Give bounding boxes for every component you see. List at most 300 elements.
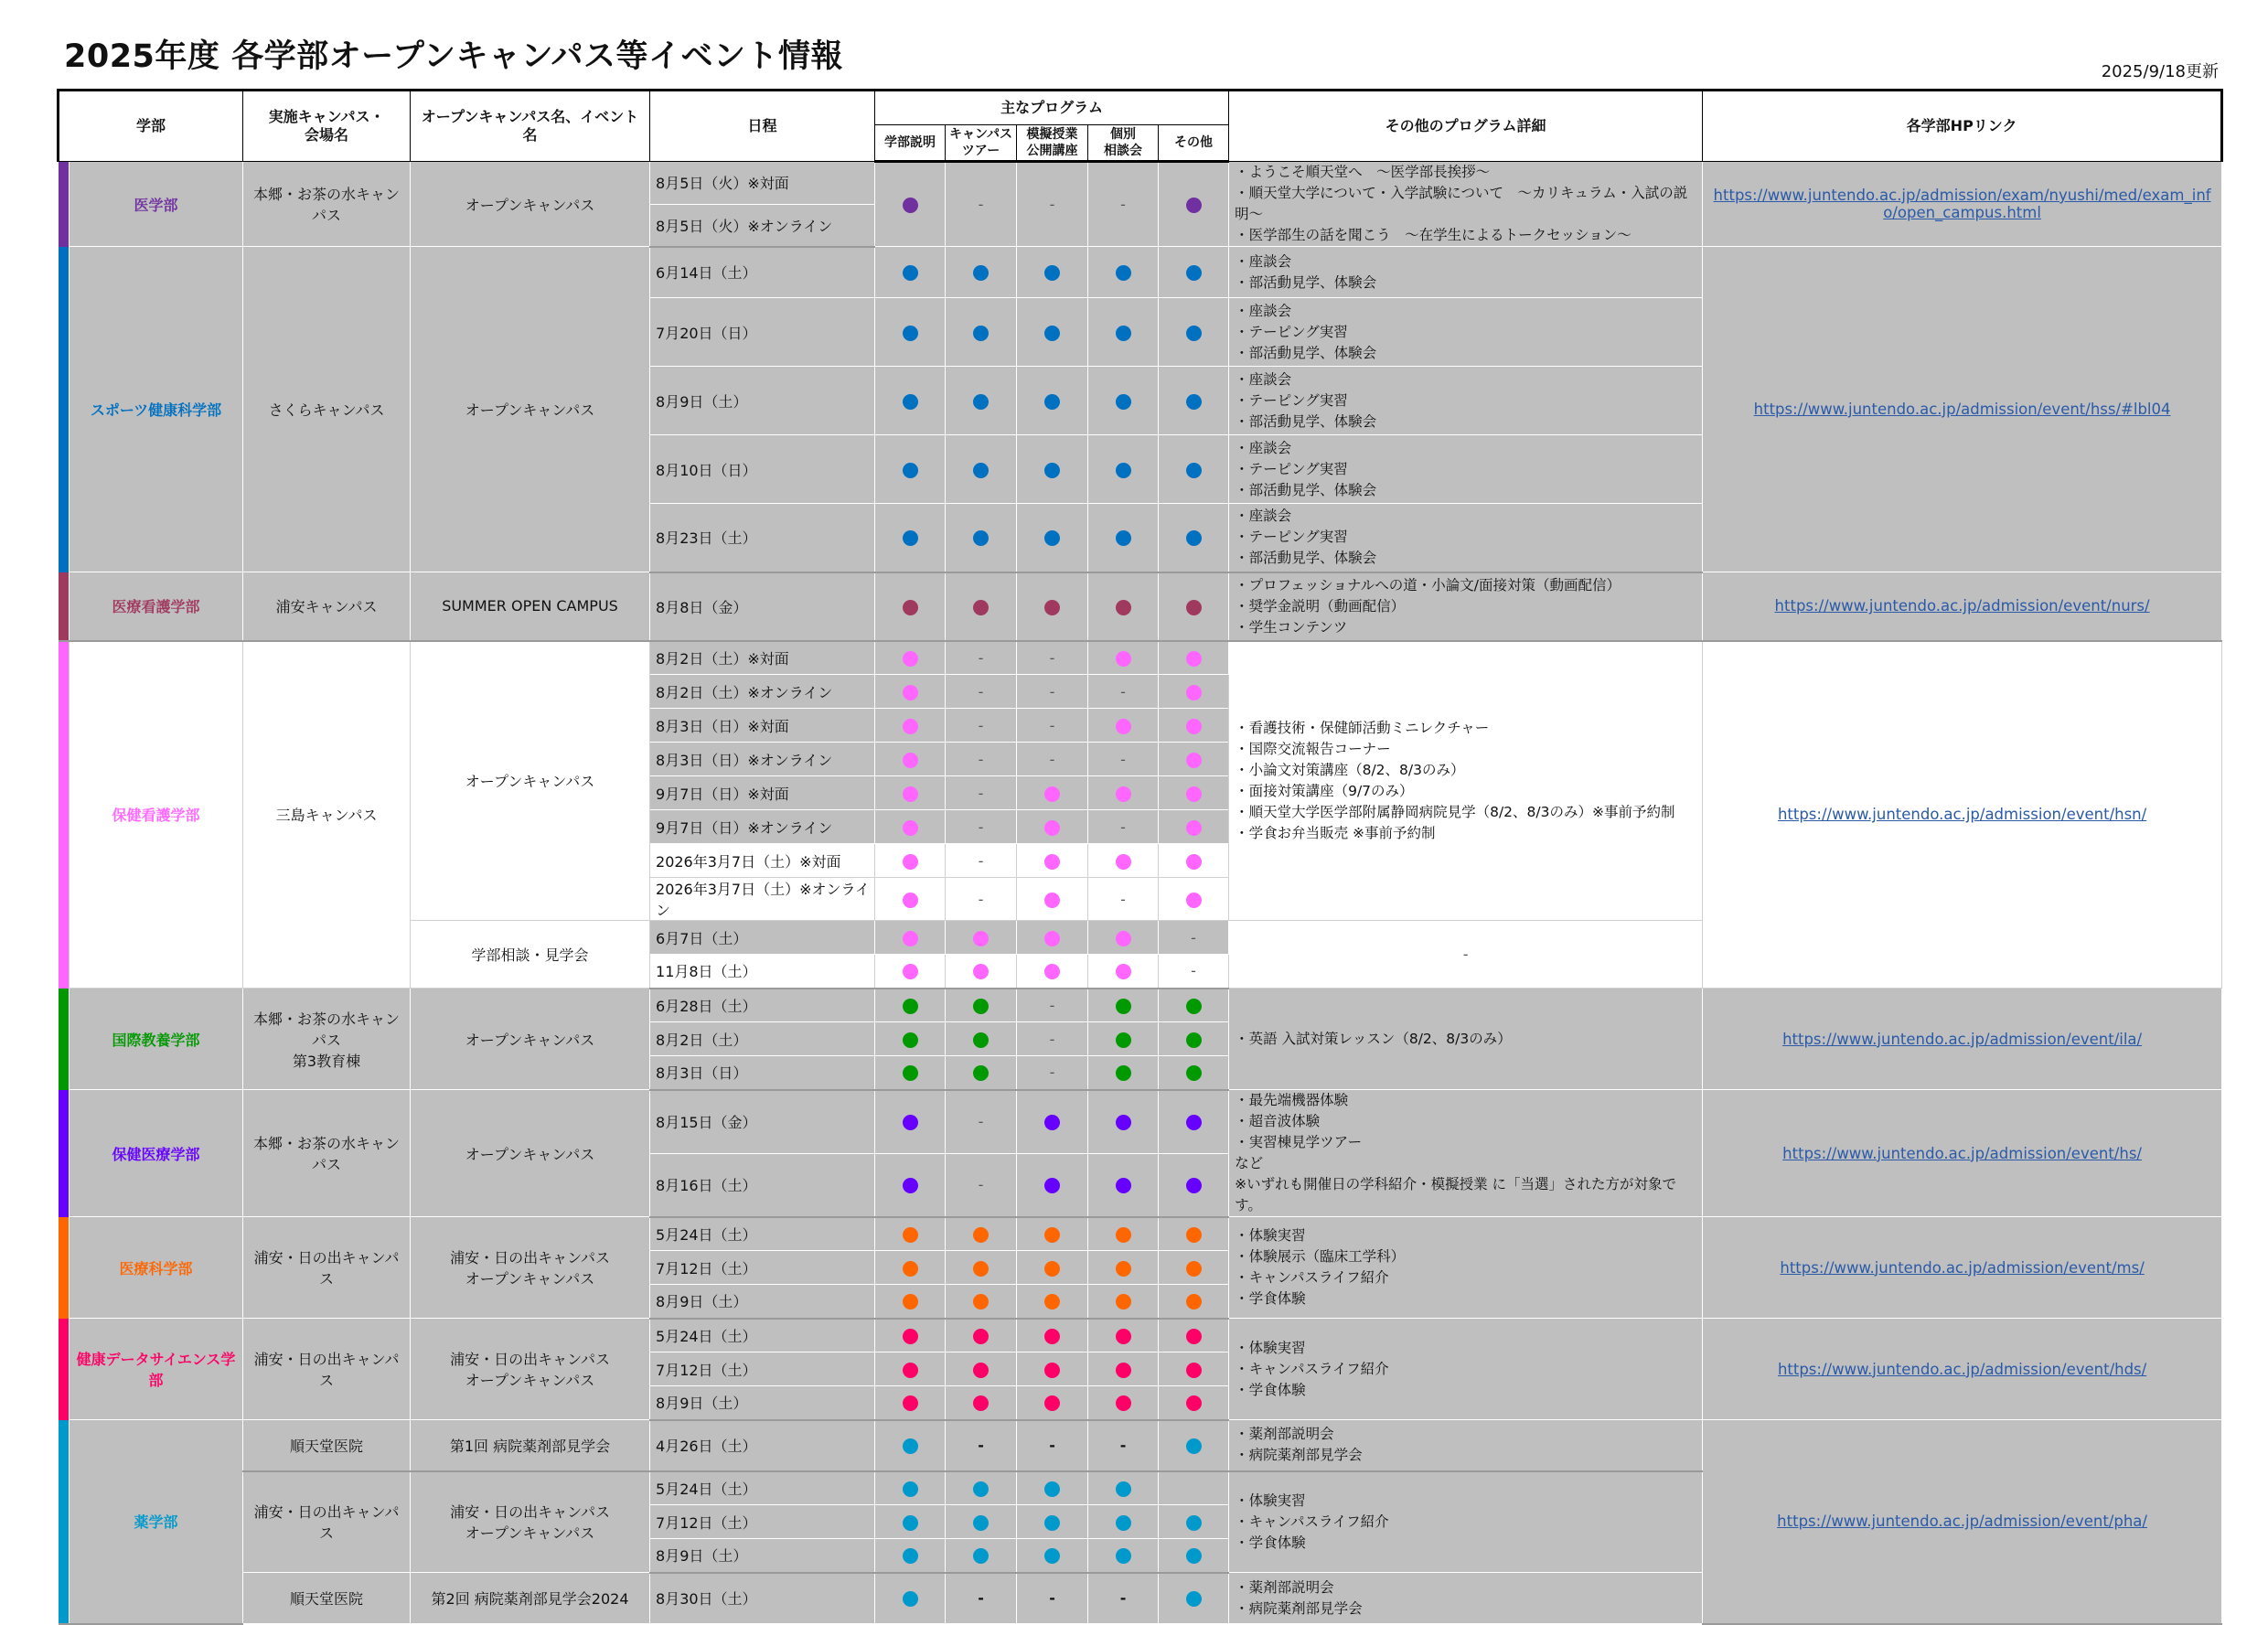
program-mark — [946, 921, 1017, 955]
program-details: ・英語 入試対策レッスン（8/2、8/3のみ） — [1229, 989, 1703, 1090]
event-date: 4月26日（土） — [650, 1420, 875, 1471]
program-mark — [1088, 298, 1159, 367]
table-row — [59, 247, 2222, 298]
dept-hp-link[interactable]: https://www.juntendo.ac.jp/admission/event/hsn/ — [1777, 806, 2147, 824]
program-dot-icon — [1186, 719, 1202, 734]
event-date: 7月12日（土） — [650, 1251, 875, 1285]
program-dot-icon — [973, 463, 989, 478]
program-mark — [1017, 1217, 1088, 1251]
event-table-body — [59, 162, 2222, 1624]
program-mark — [1088, 504, 1159, 572]
program-dot-icon — [1186, 1227, 1202, 1243]
program-mark — [1159, 1539, 1229, 1573]
program-dot-icon — [1186, 786, 1202, 802]
program-mark — [1088, 1251, 1159, 1285]
program-dot-icon — [1116, 1329, 1131, 1344]
program-dot-icon — [1186, 1395, 1202, 1411]
program-mark — [1159, 435, 1229, 504]
program-mark — [875, 1505, 946, 1539]
dept-hp-link[interactable]: https://www.juntendo.ac.jp/admission/exam/nyushi/med/exam_info/open_campus.html — [1713, 187, 2211, 221]
program-mark — [875, 1251, 946, 1285]
program-dot-icon — [903, 999, 918, 1014]
event-date: 8月9日（土） — [650, 1285, 875, 1319]
program-dot-icon — [1044, 854, 1060, 870]
program-dot-icon — [1044, 931, 1060, 946]
dept-hp-link[interactable]: https://www.juntendo.ac.jp/admission/event/hss/#lbl04 — [1753, 401, 2171, 418]
program-details: ・座談会 ・テーピング実習 ・部活動見学、体験会 — [1229, 298, 1703, 367]
program-dot-icon — [1186, 1438, 1202, 1454]
program-mark — [875, 955, 946, 989]
program-dot-icon — [1186, 1115, 1202, 1130]
program-dot-icon — [903, 1515, 918, 1531]
event-name: オープンキャンパス — [411, 247, 650, 572]
dept-name: スポーツ健康科学部 — [70, 247, 243, 572]
event-date: 5月24日（土） — [650, 1217, 875, 1251]
event-date: 11月8日（土） — [650, 955, 875, 989]
program-dot-icon — [1116, 265, 1131, 281]
event-date: 2026年3月7日（土）※対面 — [650, 844, 875, 878]
dept-name: 国際教養学部 — [70, 989, 243, 1090]
program-mark — [1159, 709, 1229, 743]
campus-name: 三島キャンパス — [243, 641, 411, 989]
campus-name: さくらキャンパス — [243, 247, 411, 572]
dept-name: 保健看護学部 — [70, 641, 243, 989]
program-mark: - — [1088, 1420, 1159, 1471]
program-dot-icon — [1186, 685, 1202, 700]
program-mark — [1017, 1539, 1088, 1573]
program-mark — [875, 1022, 946, 1056]
program-mark — [875, 1153, 946, 1217]
campus-name: 順天堂医院 — [243, 1573, 411, 1624]
program-mark — [1088, 844, 1159, 878]
program-dot-icon — [1186, 600, 1202, 615]
program-dot-icon — [1186, 326, 1202, 341]
program-mark — [1159, 844, 1229, 878]
event-date: 8月15日（金） — [650, 1090, 875, 1154]
program-mark: - — [1017, 1022, 1088, 1056]
program-mark — [1159, 1022, 1229, 1056]
program-dot-icon — [1116, 999, 1131, 1014]
program-dot-icon — [903, 854, 918, 870]
program-dot-icon — [903, 1261, 918, 1277]
program-mark — [875, 1471, 946, 1505]
program-mark: - — [1017, 1420, 1088, 1471]
program-mark: - — [1088, 810, 1159, 844]
campus-name: 浦安・日の出キャンパス — [243, 1471, 411, 1573]
event-date: 8月30日（土） — [650, 1573, 875, 1624]
header-link: 各学部HPリンク — [1703, 91, 2222, 162]
dept-link-cell — [1703, 641, 2222, 989]
event-date: 6月14日（土） — [650, 247, 875, 298]
program-dot-icon — [973, 394, 989, 410]
campus-name: 本郷・お茶の水キャンパス — [243, 162, 411, 247]
program-dot-icon — [903, 326, 918, 341]
program-dot-icon — [1044, 530, 1060, 546]
program-mark — [1088, 1090, 1159, 1154]
program-dot-icon — [973, 1227, 989, 1243]
program-details: ・最先端機器体験 ・超音波体験 ・実習棟見学ツアー など ※いずれも開催日の学科紹介・模擬授業 に「当選」された方が対象です。 — [1229, 1090, 1703, 1217]
table-row — [59, 989, 2222, 1022]
program-details: ・座談会 ・テーピング実習 ・部活動見学、体験会 — [1229, 435, 1703, 504]
program-mark: - — [1088, 878, 1159, 921]
campus-name: 順天堂医院 — [243, 1420, 411, 1471]
program-mark — [1017, 247, 1088, 298]
program-mark — [1159, 878, 1229, 921]
event-date: 7月20日（日） — [650, 298, 875, 367]
program-mark — [1017, 776, 1088, 810]
program-mark — [946, 298, 1017, 367]
program-dot-icon — [903, 1065, 918, 1081]
event-name: 浦安・日の出キャンパス オープンキャンパス — [411, 1319, 650, 1420]
program-mark: - — [1017, 675, 1088, 709]
program-dot-icon — [1044, 463, 1060, 478]
program-dot-icon — [1044, 265, 1060, 281]
program-dot-icon — [903, 753, 918, 768]
dept-hp-link[interactable]: https://www.juntendo.ac.jp/admission/event/hs/ — [1782, 1144, 2142, 1162]
program-dot-icon — [973, 600, 989, 615]
program-details: ・座談会 ・テーピング実習 ・部活動見学、体験会 — [1229, 367, 1703, 435]
program-details: ・薬剤部説明会 ・病院薬剤部見学会 — [1229, 1420, 1703, 1471]
program-mark: - — [1159, 955, 1229, 989]
program-dot-icon — [1116, 1363, 1131, 1378]
program-dot-icon — [973, 530, 989, 546]
program-dot-icon — [1186, 1065, 1202, 1081]
program-mark — [1017, 367, 1088, 435]
header-prog-4: 個別 相談会 — [1088, 125, 1159, 162]
event-date: 8月9日（土） — [650, 1539, 875, 1573]
program-mark — [1159, 1251, 1229, 1285]
program-mark: - — [1017, 709, 1088, 743]
program-dot-icon — [1044, 786, 1060, 802]
program-mark — [1017, 844, 1088, 878]
program-mark: - — [946, 641, 1017, 675]
program-dot-icon — [1116, 1032, 1131, 1048]
program-mark — [1088, 776, 1159, 810]
program-dot-icon — [1186, 1515, 1202, 1531]
campus-name: 本郷・お茶の水キャンパス — [243, 1090, 411, 1217]
program-dot-icon — [903, 719, 918, 734]
program-mark — [875, 367, 946, 435]
program-mark — [1088, 641, 1159, 675]
program-mark — [875, 675, 946, 709]
program-mark — [1159, 1285, 1229, 1319]
campus-name: 本郷・お茶の水キャンパス 第3教育棟 — [243, 989, 411, 1090]
header-prog-5: その他 — [1159, 125, 1229, 162]
dept-color-bar — [59, 1319, 70, 1420]
program-mark — [875, 435, 946, 504]
program-mark — [1017, 1090, 1088, 1154]
dept-name: 医学部 — [70, 162, 243, 247]
program-mark — [1017, 298, 1088, 367]
program-dot-icon — [903, 685, 918, 700]
program-mark: - — [946, 1090, 1017, 1154]
program-mark — [946, 247, 1017, 298]
program-mark — [1159, 1056, 1229, 1090]
updated-date: 2025/9/18更新 — [2101, 62, 2219, 81]
program-dot-icon — [973, 1329, 989, 1344]
program-dot-icon — [973, 1395, 989, 1411]
dept-hp-link[interactable]: https://www.juntendo.ac.jp/admission/event/nurs/ — [1774, 597, 2150, 615]
header-date: 日程 — [650, 91, 875, 162]
program-mark: - — [946, 844, 1017, 878]
program-mark: - — [946, 878, 1017, 921]
program-dot-icon — [903, 1032, 918, 1048]
program-mark — [1017, 921, 1088, 955]
program-dot-icon — [973, 265, 989, 281]
program-details: ・体験実習 ・キャンパスライフ紹介 ・学食体験 — [1229, 1471, 1703, 1573]
program-details: ・座談会 ・部活動見学、体験会 — [1229, 247, 1703, 298]
program-dot-icon — [973, 964, 989, 979]
program-dot-icon — [1186, 1548, 1202, 1564]
program-dot-icon — [1044, 326, 1060, 341]
table-row — [59, 162, 2222, 205]
program-mark — [1088, 709, 1159, 743]
program-mark — [1159, 1352, 1229, 1386]
program-dot-icon — [973, 1363, 989, 1378]
program-dot-icon — [1186, 265, 1202, 281]
program-dot-icon — [903, 1329, 918, 1344]
event-date: 5月24日（土） — [650, 1319, 875, 1352]
event-name: 第1回 病院薬剤部見学会 — [411, 1420, 650, 1471]
event-date: 6月7日（土） — [650, 921, 875, 955]
program-mark — [1159, 743, 1229, 776]
program-dot-icon — [1044, 1363, 1060, 1378]
dept-color-bar — [59, 247, 70, 572]
program-dot-icon — [903, 893, 918, 908]
program-mark — [1017, 1471, 1088, 1505]
program-dot-icon — [903, 198, 918, 213]
program-mark — [946, 1471, 1017, 1505]
dept-name: 医療看護学部 — [70, 572, 243, 641]
event-name: SUMMER OPEN CAMPUS — [411, 572, 650, 641]
dept-link-cell — [1703, 989, 2222, 1090]
dept-link-cell — [1703, 1217, 2222, 1319]
event-date: 9月7日（日）※オンライン — [650, 810, 875, 844]
dept-color-bar — [59, 1217, 70, 1319]
event-name: 浦安・日の出キャンパス オープンキャンパス — [411, 1217, 650, 1319]
event-date: 8月9日（土） — [650, 1386, 875, 1420]
header-dept: 学部 — [59, 91, 243, 162]
program-mark — [1088, 1386, 1159, 1420]
dept-name: 薬学部 — [70, 1420, 243, 1624]
program-dot-icon — [1044, 1261, 1060, 1277]
program-mark — [875, 1573, 946, 1624]
program-dot-icon — [973, 931, 989, 946]
program-dot-icon — [1116, 931, 1131, 946]
program-mark — [1159, 572, 1229, 641]
program-mark — [875, 878, 946, 921]
program-mark — [946, 367, 1017, 435]
program-dot-icon — [903, 820, 918, 836]
program-mark — [1017, 1505, 1088, 1539]
program-mark — [1088, 1022, 1159, 1056]
program-dot-icon — [903, 1178, 918, 1193]
header-details: その他のプログラム詳細 — [1229, 91, 1703, 162]
program-mark: - — [1017, 1573, 1088, 1624]
program-dot-icon — [1116, 1481, 1131, 1497]
program-mark — [1088, 989, 1159, 1022]
program-details: ・プロフェッショナルへの道・小論文/面接対策（動画配信） ・奨学金説明（動画配信） ・学生コンテンツ — [1229, 572, 1703, 641]
campus-name: 浦安キャンパス — [243, 572, 411, 641]
event-name: 浦安・日の出キャンパス オープンキャンパス — [411, 1471, 650, 1573]
program-dot-icon — [1186, 893, 1202, 908]
program-mark — [1159, 162, 1229, 247]
page-title: 2025年度 各学部オープンキャンパス等イベント情報 — [64, 38, 843, 75]
program-mark — [1017, 1153, 1088, 1217]
program-dot-icon — [1186, 999, 1202, 1014]
program-dot-icon — [1186, 1261, 1202, 1277]
program-mark — [946, 1352, 1017, 1386]
program-dot-icon — [1116, 1294, 1131, 1310]
program-mark — [1088, 247, 1159, 298]
program-mark — [1159, 1090, 1229, 1154]
program-mark: - — [946, 675, 1017, 709]
event-date: 8月16日（土） — [650, 1153, 875, 1217]
dept-hp-link[interactable]: https://www.juntendo.ac.jp/admission/event/hds/ — [1777, 1360, 2147, 1378]
program-dot-icon — [1044, 1395, 1060, 1411]
event-date: 8月8日（金） — [650, 572, 875, 641]
program-mark — [1017, 878, 1088, 921]
program-mark — [1159, 1319, 1229, 1352]
program-mark — [1017, 504, 1088, 572]
program-details: - — [1229, 921, 1703, 989]
program-mark — [1159, 989, 1229, 1022]
program-mark — [1017, 1352, 1088, 1386]
program-dot-icon — [903, 265, 918, 281]
table-row — [59, 1420, 2222, 1471]
table-row — [59, 1319, 2222, 1352]
event-name: 第2回 病院薬剤部見学会2024 — [411, 1573, 650, 1624]
program-dot-icon — [1116, 1065, 1131, 1081]
program-dot-icon — [903, 463, 918, 478]
program-mark — [875, 1352, 946, 1386]
dept-link-cell — [1703, 572, 2222, 641]
event-date: 7月12日（土） — [650, 1352, 875, 1386]
program-dot-icon — [903, 964, 918, 979]
event-name: オープンキャンパス — [411, 162, 650, 247]
header-campus: 実施キャンパス・ 会場名 — [243, 91, 411, 162]
program-dot-icon — [1116, 1227, 1131, 1243]
dept-name: 保健医療学部 — [70, 1090, 243, 1217]
program-dot-icon — [1116, 1395, 1131, 1411]
program-mark: - — [1017, 162, 1088, 247]
program-dot-icon — [1116, 786, 1131, 802]
program-mark — [946, 1022, 1017, 1056]
event-date: 8月3日（日）※オンライン — [650, 743, 875, 776]
dept-color-bar — [59, 989, 70, 1090]
program-mark — [946, 955, 1017, 989]
program-mark — [946, 1539, 1017, 1573]
program-mark — [1159, 1471, 1229, 1505]
event-name: 学部相談・見学会 — [411, 921, 650, 989]
program-dot-icon — [1044, 1515, 1060, 1531]
program-mark — [1017, 810, 1088, 844]
event-date: 9月7日（日）※対面 — [650, 776, 875, 810]
header-prog-1: 学部説明 — [875, 125, 946, 162]
event-date: 8月2日（土）※対面 — [650, 641, 875, 675]
program-dot-icon — [973, 1548, 989, 1564]
program-mark — [946, 504, 1017, 572]
dept-hp-link[interactable]: https://www.juntendo.ac.jp/admission/event/ila/ — [1782, 1030, 2143, 1048]
program-mark — [1159, 1420, 1229, 1471]
program-dot-icon — [1116, 1548, 1131, 1564]
program-dot-icon — [973, 326, 989, 341]
event-date: 8月3日（日） — [650, 1056, 875, 1090]
dept-color-bar — [59, 1090, 70, 1217]
program-dot-icon — [1044, 600, 1060, 615]
program-dot-icon — [1116, 326, 1131, 341]
program-mark — [875, 776, 946, 810]
program-dot-icon — [1044, 964, 1060, 979]
program-mark — [875, 709, 946, 743]
program-dot-icon — [973, 999, 989, 1014]
event-date: 5月24日（土） — [650, 1471, 875, 1505]
dept-link-cell — [1703, 162, 2222, 247]
program-dot-icon — [1044, 1227, 1060, 1243]
program-mark — [1088, 1505, 1159, 1539]
program-dot-icon — [973, 1294, 989, 1310]
event-date: 8月2日（土） — [650, 1022, 875, 1056]
event-date: 8月5日（火）※対面 — [650, 162, 875, 205]
program-mark — [1159, 675, 1229, 709]
program-dot-icon — [903, 394, 918, 410]
program-mark — [1088, 955, 1159, 989]
program-dot-icon — [1044, 1481, 1060, 1497]
event-date: 8月23日（土） — [650, 504, 875, 572]
event-date: 8月5日（火）※オンライン — [650, 204, 875, 247]
dept-color-bar — [59, 1420, 70, 1624]
program-mark — [1088, 435, 1159, 504]
program-dot-icon — [1116, 600, 1131, 615]
program-dot-icon — [973, 1032, 989, 1048]
program-dot-icon — [1116, 854, 1131, 870]
program-mark — [1159, 1386, 1229, 1420]
program-mark: - — [1088, 162, 1159, 247]
program-dot-icon — [903, 1363, 918, 1378]
program-mark — [1088, 1471, 1159, 1505]
program-dot-icon — [903, 931, 918, 946]
program-dot-icon — [903, 1115, 918, 1130]
program-mark — [1088, 1352, 1159, 1386]
program-dot-icon — [1186, 753, 1202, 768]
program-mark — [875, 162, 946, 247]
dept-name: 健康データサイエンス学部 — [70, 1319, 243, 1420]
program-mark — [875, 572, 946, 641]
program-dot-icon — [903, 1548, 918, 1564]
dept-hp-link[interactable]: https://www.juntendo.ac.jp/admission/event/pha/ — [1777, 1513, 2147, 1531]
dept-hp-link[interactable]: https://www.juntendo.ac.jp/admission/event/ms/ — [1780, 1258, 2145, 1277]
program-mark — [1088, 921, 1159, 955]
program-dot-icon — [1186, 854, 1202, 870]
program-dot-icon — [1116, 530, 1131, 546]
program-mark — [946, 1386, 1017, 1420]
program-details: ・薬剤部説明会 ・病院薬剤部見学会 — [1229, 1573, 1703, 1624]
program-mark — [946, 1505, 1017, 1539]
program-mark — [875, 1539, 946, 1573]
program-mark — [875, 1090, 946, 1154]
program-dot-icon — [903, 786, 918, 802]
program-dot-icon — [1186, 463, 1202, 478]
program-mark — [875, 1420, 946, 1471]
header-event: オープンキャンパス名、イベント名 — [411, 91, 650, 162]
program-dot-icon — [1044, 893, 1060, 908]
program-dot-icon — [903, 1481, 918, 1497]
event-name: オープンキャンパス — [411, 641, 650, 921]
dept-color-bar — [59, 641, 70, 989]
program-dot-icon — [1116, 1515, 1131, 1531]
program-dot-icon — [903, 1591, 918, 1607]
table-row — [59, 1090, 2222, 1154]
